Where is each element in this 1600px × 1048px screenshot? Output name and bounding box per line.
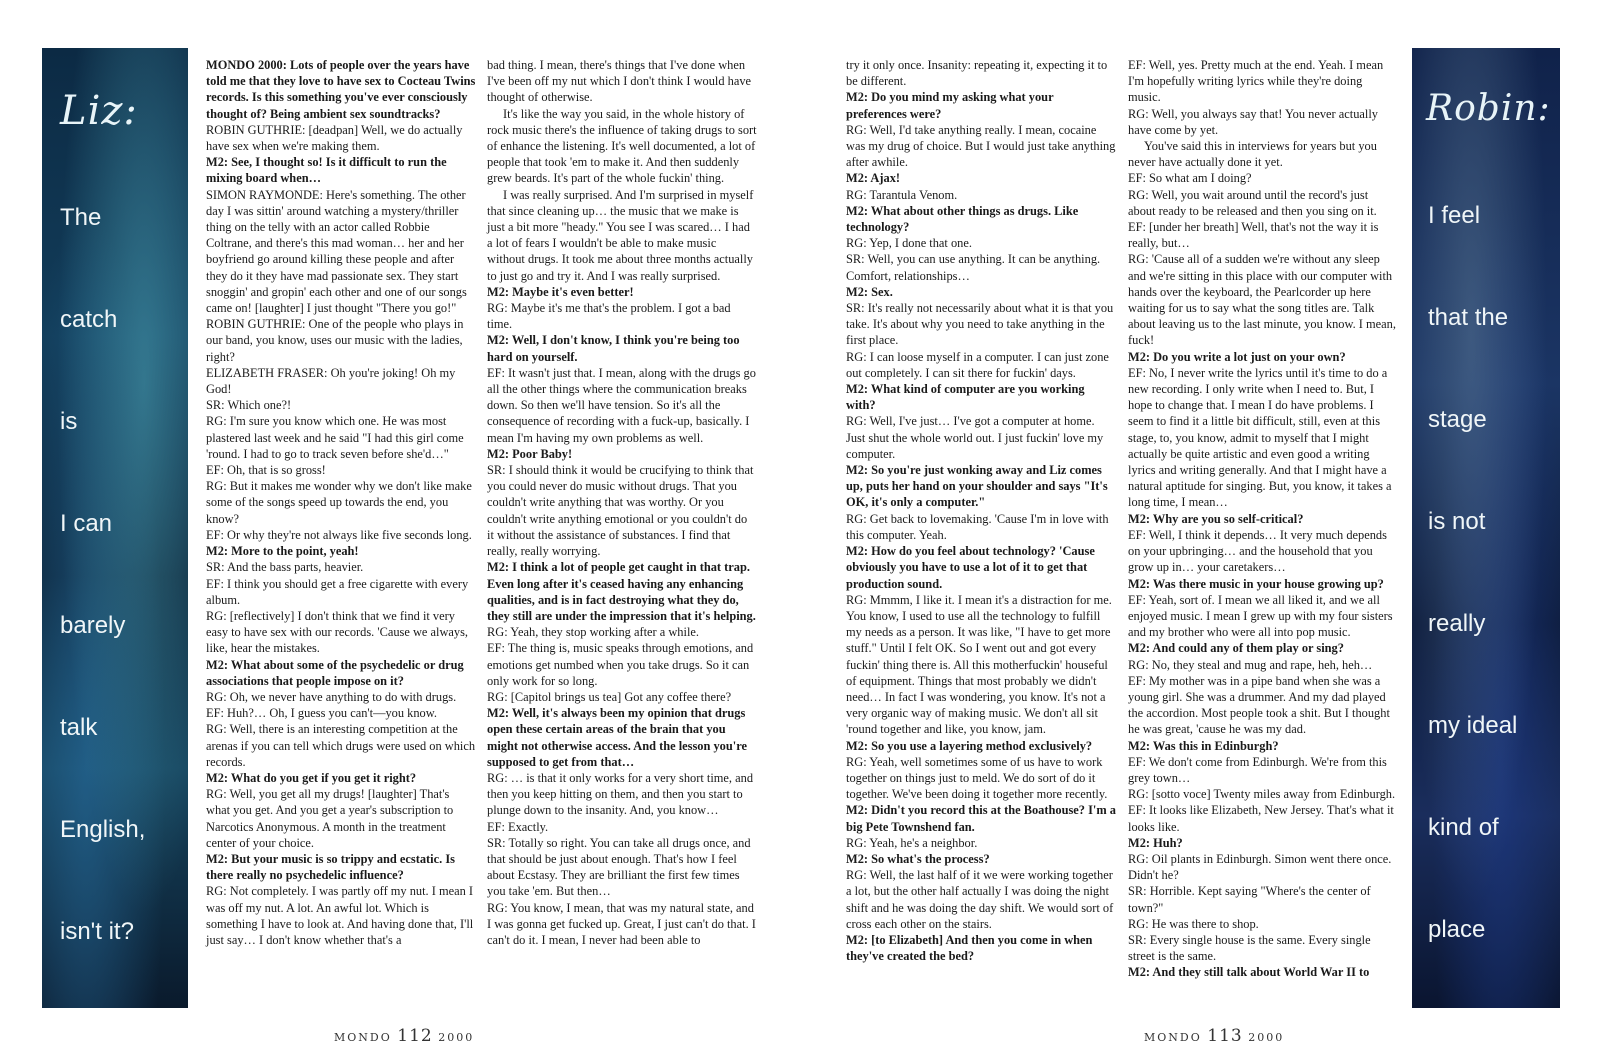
pull-quote-line: is <box>60 408 78 435</box>
interview-answer: EF: I think you should get a free cigarette with every album. <box>206 576 469 607</box>
interview-answer: RG: Oil plants in Edinburgh. Simon went there once. Didn't he? <box>1128 851 1392 883</box>
interview-answer: RG: Tarantula Venom. <box>846 187 958 202</box>
interviewer-question: M2: What kind of computer are you working with? <box>846 382 1085 413</box>
interview-answer: RG: You know, I mean, that was my natural state, and I was gonna get fucked up. Great, I just can't do that. I can't do it. I mean, I never had been able to <box>487 900 756 947</box>
interview-answer: RG: Yep, I done that one. <box>846 236 972 251</box>
interview-answer: RG: He was there to shop. <box>1128 916 1259 931</box>
pull-quote-line: is not <box>1428 508 1486 535</box>
interviewer-question: MONDO 2000: Lots of people over the years have told me that they love to have sex to Cocteau Twins records. Is this something you've ever consciously thought of? Being ambient sex soundtracks? <box>206 58 476 121</box>
robin-name-heading: Robin: <box>1426 88 1551 129</box>
interviewer-question: M2: [to Elizabeth] And then you come in when they've created the bed? <box>846 932 1093 964</box>
interview-answer: try it only once. Insanity: repeating it, expecting it to be different. <box>846 58 1108 89</box>
interviewer-question: M2: I think a lot of people get caught in that trap. Even long after it's ceased having any enhancing qualities, and is in fact destroying what they do, they still are under the impression that it's helping. <box>487 560 756 623</box>
interview-answer: You've said this in interviews for years but you never have actually done it yet. <box>1128 139 1377 170</box>
interview-answer: EF: Yeah, sort of. I mean we all liked it, and we all enjoyed music. I mean I grew up with my four sisters and my brother who were all into pop music. <box>1128 592 1393 640</box>
folio-year: 2000 <box>438 1031 475 1044</box>
interview-answer: RG: Yeah, he's a neighbor. <box>846 835 978 850</box>
interviewer-question: M2: Maybe it's even better! <box>487 284 634 299</box>
interview-answer: SR: Well, you can use anything. It can be anything. Comfort, relationships… <box>846 252 1101 283</box>
interview-answer: EF: The thing is, music speaks through emotions, and emotions get numbed when you take drugs. So it can only work for so long. <box>487 641 754 688</box>
folio-magazine: MONDO <box>1144 1031 1202 1044</box>
interview-answer: SR: Horrible. Kept saying "Where's the center of town?" <box>1128 884 1371 915</box>
interview-answer: RG: Well, you wait around until the record's just about ready to be released and then you sing on it. <box>1128 187 1377 218</box>
interviewer-question: M2: Didn't you record this at the Boathouse? I'm a big Pete Townshend fan. <box>846 803 1116 834</box>
interviewer-question: M2: So what's the process? <box>846 851 990 866</box>
interview-answer: EF: Well, yes. Pretty much at the end. Yeah. I mean I'm hopefully writing lyrics while they're doing music. <box>1128 58 1384 105</box>
interview-answer: ELIZABETH FRASER: Oh you're joking! Oh my God! <box>206 365 456 397</box>
interview-answer: RG: Maybe it's me that's the problem. I got a bad time. <box>487 301 731 332</box>
interview-answer: RG: [sotto voce] Twenty miles away from Edinburgh. <box>1128 787 1396 802</box>
left-photo-strip <box>42 48 188 1008</box>
pull-quote-line: stage <box>1428 406 1487 433</box>
interview-answer: It's like the way you said, in the whole history of rock music there's the influence of taking drugs to sort of enhance the listening. It's well documented, a lot of people that took 'em to make it. And then suddenly grew beards. It's part of the whole fuckin' thing. <box>487 106 757 186</box>
interviewer-question: M2: Sex. <box>846 284 893 299</box>
pull-quote-line: kind of <box>1428 814 1499 841</box>
interview-answer: bad thing. I mean, there's things that I've done when I've been off my nut which I don't think I would have thought of otherwise. <box>487 58 752 105</box>
interviewer-question: M2: Well, it's always been my opinion that drugs open these certain areas of the brain that you might not otherwise access. And the lesson you're supposed to get from that… <box>487 706 747 769</box>
interview-answer: EF: Oh, that is so gross! <box>206 463 326 478</box>
interview-answer: EF: No, I never write the lyrics until it's time to do a new recording. I only write when I need to. But, I hope to change that. I mean I do have problems. I seem to find it a little bit difficult, still, even at this stage, to, you know, admit to myself that I might actually be quite artistic and even good a writing lyrics and writing generally. And that I might have a natural aptitude for singing. But, you know, it takes a long time, I mean… <box>1128 365 1392 510</box>
interview-answer: RG: No, they steal and mug and rape, heh, heh… <box>1128 657 1373 672</box>
interview-answer: RG: Oh, we never have anything to do with drugs. <box>206 689 457 704</box>
interview-answer: SR: Which one?! <box>206 398 292 413</box>
page-folio-left <box>334 1026 474 1046</box>
interview-answer: SR: I should think it would be crucifying to think that you could never do music without drugs. That you couldn't write anything that was worthy. Or you couldn't write anything emotional or you couldn't do it without the assistance of substances. I find that really, really worrying. <box>487 463 754 559</box>
interview-answer: SR: Every single house is the same. Every single street is the same. <box>1128 932 1371 964</box>
interviewer-question: M2: Ajax! <box>846 171 901 186</box>
pull-quote-line: English, <box>60 816 146 843</box>
pull-quote-line: I feel <box>1428 202 1481 229</box>
interview-answer: SR: And the bass parts, heavier. <box>206 560 364 575</box>
interview-answer: RG: Yeah, well sometimes some of us have to work together on things just to meld. We do sort of do it together. We've been doing it together more recently. <box>846 754 1108 802</box>
interview-column-3 <box>846 57 1116 964</box>
interviewer-question: M2: Was there music in your house growing up? <box>1128 576 1384 591</box>
interview-answer: I was really surprised. And I'm surprised in myself that since cleaning up… the music that we make is just a bit more "heady." You see I was scared… I had a lot of fears I wouldn't be able to make music without drugs. It took me about three months actually to just go and try it. And I was really surprised. <box>487 187 754 283</box>
pull-quote-line: isn't it? <box>60 918 134 945</box>
interview-answer: ROBIN GUTHRIE: One of the people who plays in our band, you know, uses our music with the ladies, right? <box>206 317 464 364</box>
page-number: 113 <box>1207 1026 1243 1046</box>
interview-answer: RG: Not completely. I was partly off my nut. I mean I was off my nut. A lot. An awful lot. Which is something I have to look at. And having done that, I'll just say… I don't know whether that's a <box>206 884 474 947</box>
interview-answer: EF: Exactly. <box>487 819 549 834</box>
folio-magazine: MONDO <box>334 1031 392 1044</box>
interview-answer: RG: Yeah, they stop working after a while. <box>487 625 699 640</box>
interviewer-question: M2: See, I thought so! Is it difficult to run the mixing board when… <box>206 155 447 186</box>
interview-answer: EF: Huh?… Oh, I guess you can't—you know. <box>206 706 437 721</box>
pull-quote-line: that the <box>1428 304 1509 331</box>
interview-answer: SR: Totally so right. You can take all drugs once, and that should be just about enough. That's how I feel about Ecstasy. They are brilliant the first few times you take 'em. But then… <box>487 835 751 899</box>
interview-answer: EF: Or why they're not always like five seconds long. <box>206 527 472 542</box>
interviewer-question: M2: What about some of the psychedelic or drug associations that people impose on it? <box>206 657 464 688</box>
interview-answer: RG: Well, the last half of it we were working together a lot, but the other half actually I was doing the night shift and he was doing the day shift. We would sort of cross each other on the stairs. <box>846 868 1114 931</box>
interviewer-question: M2: More to the point, yeah! <box>206 544 359 559</box>
pull-quote-line: place <box>1428 916 1486 943</box>
interview-answer: RG: I can loose myself in a computer. I can just zone out completely. I can sit there for fuckin' days. <box>846 349 1109 380</box>
right-photo-strip <box>1412 48 1560 1008</box>
interview-answer: EF: [under her breath] Well, that's not the way it is really, but… <box>1128 220 1379 251</box>
interview-answer: EF: Well, I think it depends… It very much depends on your upbringing… and the household that you grow up in… your caretakers… <box>1128 527 1387 575</box>
pull-quote-line: really <box>1428 610 1486 637</box>
interviewer-question: M2: So you use a layering method exclusively? <box>846 738 1093 753</box>
interview-answer: EF: It looks like Elizabeth, New Jersey. That's what it looks like. <box>1128 803 1394 834</box>
interviewer-question: M2: Huh? <box>1128 835 1183 850</box>
interview-answer: EF: It wasn't just that. I mean, along with the drugs go all the other things where the communication breaks down. So then we'll have tension. So it's all the consequence of recording with a fuck-up, basically. I mean I'm having my own problems as well. <box>487 365 756 445</box>
interview-answer: RG: Well, you always say that! You never actually have come by yet. <box>1128 106 1378 137</box>
pull-quote-line: I can <box>60 510 113 537</box>
interview-answer: RG: Mmmm, I like it. I mean it's a distraction for me. You know, I used to use all the technology to fulfill my needs as a person. It was like, "I have to get more stuff." Until I felt OK. So I went out and got every fuckin' thing there is. All this motherfuckin' houseful of equipment. Things that most probably we didn't need… In fact I was wondering, you know. It's not a very organic way of making music. We don't all sit 'round together and like, you know, jam. <box>846 592 1112 737</box>
liz-name-heading: Liz: <box>60 88 138 134</box>
interview-answer: RG: Well, I've just… I've got a computer at home. Just shut the whole world out. I just fuckin' love my computer. <box>846 414 1104 461</box>
interviewer-question: M2: Well, I don't know, I think you're being too hard on yourself. <box>487 333 740 364</box>
interviewer-question: M2: What about other things as drugs. Like technology? <box>846 203 1079 235</box>
page-folio-right <box>1144 1026 1284 1046</box>
folio-year: 2000 <box>1248 1031 1285 1044</box>
pull-quote-line: talk <box>60 714 98 741</box>
interview-answer: ROBIN GUTHRIE: [deadpan] Well, we do actually have sex when we're making them. <box>206 122 463 154</box>
interview-column-4 <box>1128 57 1398 981</box>
interviewer-question: M2: Why are you so self-critical? <box>1128 511 1304 526</box>
interviewer-question: M2: But your music is so trippy and ecstatic. Is there really no psychedelic influence? <box>206 851 455 883</box>
interview-column-1 <box>206 57 476 948</box>
interview-answer: RG: Get back to lovemaking. 'Cause I'm in love with this computer. Yeah. <box>846 511 1109 542</box>
interview-answer: RG: [reflectively] I don't think that we find it very easy to have sex with our records. 'Cause we always, like, hear the mistakes. <box>206 608 469 656</box>
pull-quote-line: The <box>60 204 102 231</box>
interview-answer: RG: Well, you get all my drugs! [laughter] That's what you get. And you get a year's subscription to Narcotics Anonymous. A month in the treatment center of your choice. <box>206 787 454 850</box>
interviewer-question: M2: Was this in Edinburgh? <box>1128 738 1279 753</box>
interview-column-2 <box>487 57 757 948</box>
pull-quote-line: my ideal <box>1428 712 1518 739</box>
interviewer-question: M2: Poor Baby! <box>487 446 573 461</box>
interviewer-question: M2: So you're just wonking away and Liz comes up, puts her hand on your shoulder and says "It's OK, it's only a computer." <box>846 463 1108 510</box>
interviewer-question: M2: Do you mind my asking what your preferences were? <box>846 90 1054 121</box>
interview-answer: RG: 'Cause all of a sudden we're without any sleep and we're sitting in this place with our computer with hands over the keyboard, the Pearlcorder up here waiting for us to say what the song titles are. Talk about leaving us to the last minute, you know. I mean, fuck! <box>1128 252 1396 348</box>
interview-answer: RG: Well, there is an interesting competition at the arenas if you can tell which drugs were used on which records. <box>206 722 476 769</box>
interview-answer: RG: [Capitol brings us tea] Got any coffee there? <box>487 689 732 704</box>
interview-answer: RG: But it makes me wonder why we don't like make some of the songs speed up towards the end, you know? <box>206 479 472 526</box>
pull-quote-line: barely <box>60 612 126 639</box>
page-number: 112 <box>397 1026 433 1046</box>
interview-answer: RG: Well, I'd take anything really. I mean, cocaine was my drug of choice. But I would just take anything after awhile. <box>846 122 1116 170</box>
interview-answer: RG: … is that it only works for a very short time, and then you keep hitting on them, and then you start to plunge down to the insanity. And, you know… <box>487 770 754 818</box>
interview-answer: EF: So what am I doing? <box>1128 171 1252 186</box>
pull-quote-line: catch <box>60 306 118 333</box>
interview-answer: SR: It's really not necessarily about what it is that you take. It's about why you need to take anything in the first place. <box>846 301 1114 348</box>
interview-answer: EF: We don't come from Edinburgh. We're from this grey town… <box>1128 754 1387 785</box>
interviewer-question: M2: What do you get if you get it right? <box>206 770 417 785</box>
interview-answer: SIMON RAYMONDE: Here's something. The other day I was sittin' around watching a mystery/thriller thing on the telly with an actor called Robbie Coltrane, and there's this mad woman… her and her boyfriend go around killing these people and after they do it they have mad passionate sex. They start snoggin' and gropin' each other and one of our songs came on! [laughter] I just thought "There you go!" <box>206 187 467 316</box>
interviewer-question: M2: How do you feel about technology? 'Cause obviously you have to use a lot of it to get that production sound. <box>846 544 1095 591</box>
interviewer-question: M2: Do you write a lot just on your own? <box>1128 349 1346 364</box>
interview-answer: RG: I'm sure you know which one. He was most plastered last week and he said "I had this girl come 'round. I had to go to track seven before she'd…" <box>206 414 464 461</box>
interviewer-question: M2: And could any of them play or sing? <box>1128 641 1344 656</box>
interview-answer: EF: My mother was in a pipe band when she was a young girl. She was a drummer. And my dad played the accordion. Most people took a shit. But I thought he was great, 'cause he was my dad. <box>1128 673 1390 737</box>
interviewer-question: M2: And they still talk about World War II to <box>1128 965 1370 980</box>
